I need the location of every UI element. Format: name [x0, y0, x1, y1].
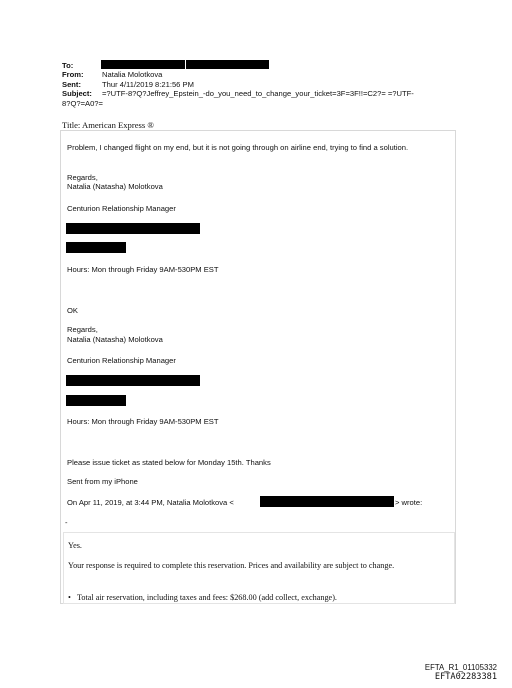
message-2-signature-role: Centurion Relationship Manager: [67, 356, 176, 365]
to-label: To:: [62, 61, 74, 70]
redaction-bar: [66, 223, 200, 234]
redaction-bar: [260, 496, 394, 507]
bullet-icon: •: [68, 593, 71, 602]
from-row: [62, 70, 414, 79]
message-1-signature-role: Centurion Relationship Manager: [67, 204, 176, 213]
message-2-body: OK: [67, 306, 78, 315]
message-2-hours: Hours: Mon through Friday 9AM-530PM EST: [67, 417, 219, 426]
quoted-yes: Yes.: [68, 541, 82, 550]
redaction-bar: [101, 60, 185, 69]
message-3-sent-from: Sent from my iPhone: [67, 477, 138, 486]
redaction-bar: [186, 60, 269, 69]
message-1-hours: Hours: Mon through Friday 9AM-530PM EST: [67, 265, 219, 274]
sent-row: [62, 80, 414, 89]
subject-label: Subject:: [62, 89, 92, 99]
title-line: Title: American Express ®: [62, 120, 154, 130]
sent-label: Sent:: [62, 79, 81, 89]
quote-dash: -: [65, 518, 68, 527]
redaction-bar: [66, 395, 126, 406]
message-2-signature-name: Natalia (Natasha) Molotkova: [67, 335, 163, 344]
subject-row: [62, 89, 414, 98]
redaction-bar: [66, 375, 200, 386]
quoted-notice: Your response is required to complete this reservation. Prices and availability are subject to change.: [68, 561, 395, 570]
quoted-total: Total air reservation, including taxes and fees: $268.00 (add collect, exchange).: [77, 593, 337, 602]
message-2-regards: Regards,: [67, 325, 98, 334]
sent-value: Thur 4/11/2019 8:21:56 PM: [102, 79, 194, 89]
bates-number-secondary: EFTA02283381: [434, 672, 497, 682]
from-value: Natalia Molotkova: [102, 70, 163, 80]
from-label: From:: [62, 70, 84, 80]
subject-value-line2: 8?Q?=A0?=: [62, 98, 103, 108]
message-1-body: Problem, I changed flight on my end, but it is not going through on airline end, trying to find a solution.: [67, 143, 409, 152]
quote-attribution-suffix: > wrote:: [395, 498, 423, 507]
redaction-bar: [66, 242, 126, 253]
subject-value-line1: =?UTF-8?Q?Jeffrey_Epstein_-do_you_need_to_change_your_ticket=3F=3F!!=C2?= =?UTF-: [102, 89, 414, 99]
bates-number-primary: EFTA_R1_01105332: [424, 663, 497, 672]
quote-attribution-prefix: On Apr 11, 2019, at 3:44 PM, Natalia Molotkova <: [67, 498, 234, 507]
message-3-body: Please issue ticket as stated below for Monday 15th. Thanks: [67, 458, 271, 467]
message-1-regards: Regards,: [67, 173, 98, 182]
message-1-signature-name: Natalia (Natasha) Molotkova: [67, 182, 163, 191]
subject-row-cont: [62, 99, 414, 108]
